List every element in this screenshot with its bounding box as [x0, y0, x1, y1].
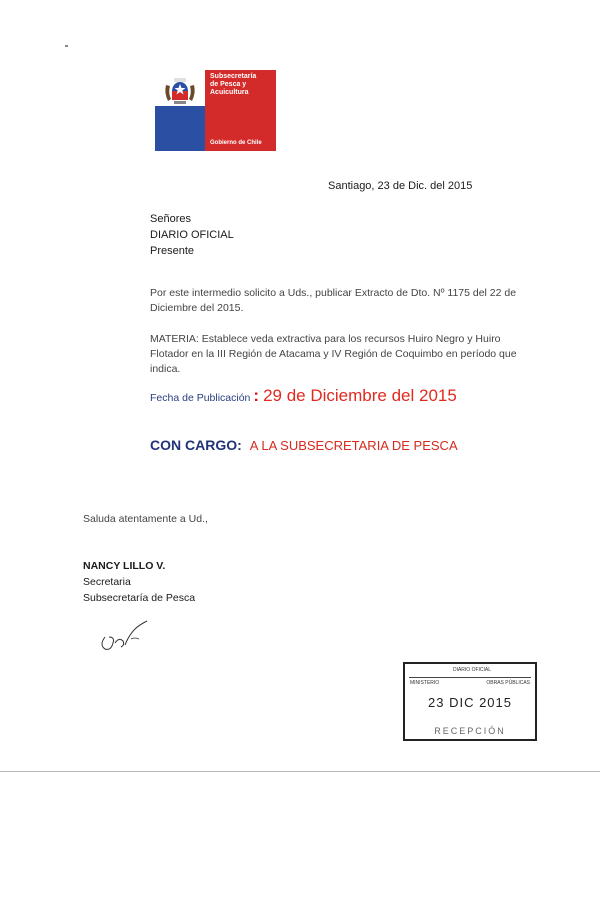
publication-date: 29 de Diciembre del 2015: [263, 386, 457, 405]
handwritten-initials: [95, 615, 155, 655]
publication-label: Fecha de Publicación: [150, 392, 251, 404]
charge-line: [150, 437, 458, 455]
recipient-name: DIARIO OFICIAL: [150, 229, 234, 241]
government-logo: [155, 70, 276, 151]
logo-line-1: Subsecretaría: [210, 73, 257, 80]
place-date: Santiago, 23 de Dic. del 2015: [328, 180, 473, 192]
logo-line-3: Acuicultura: [210, 89, 249, 96]
coat-of-arms-icon: [162, 73, 198, 105]
reception-stamp: [403, 662, 537, 741]
signatory-block: [83, 558, 195, 606]
publication-colon: :: [253, 386, 260, 405]
signatory-org: Subsecretaría de Pesca: [83, 592, 196, 604]
charge-label: CON CARGO:: [150, 437, 242, 453]
stamp-divider: [409, 677, 531, 678]
recipient-salutation: Señores: [150, 213, 191, 225]
stamp-top-text: DIARIO OFICIAL: [452, 667, 492, 673]
stamp-date: 23 DIC 2015: [428, 695, 512, 710]
stamp-left-text: MINISTERIO: [410, 680, 440, 686]
recipient-block: [150, 211, 234, 259]
body-paragraph-subject: MATERIA: Establece veda extractiva para los recursos Huiro Negro y Huiro Flotador en la III Región de Atacama y IV Región de Coquimbo en período que indica.: [150, 333, 517, 375]
closing-greeting: Saluda atentamente a Ud.,: [83, 513, 208, 525]
page-divider: [0, 771, 600, 772]
body-paragraph-request: Por este intermedio solicito a Uds., publicar Extracto de Dto. Nº 1175 del 22 de Diciembre del 2015.: [150, 287, 517, 314]
logo-footer: Gobierno de Chile: [210, 140, 262, 146]
charge-value: A LA SUBSECRETARIA DE PESCA: [249, 438, 458, 453]
logo-text: [210, 73, 256, 97]
recipient-presente: Presente: [150, 245, 195, 257]
signatory-title: Secretaria: [83, 576, 131, 588]
publication-date-line: [150, 386, 457, 406]
scan-speck: [65, 45, 68, 47]
signatory-name: NANCY LILLO V.: [83, 560, 166, 572]
stamp-right-text: OBRAS PÚBLICAS: [486, 680, 530, 686]
logo-line-2: de Pesca y: [210, 81, 247, 88]
stamp-bottom-text: RECEPCIÓN: [434, 726, 506, 736]
